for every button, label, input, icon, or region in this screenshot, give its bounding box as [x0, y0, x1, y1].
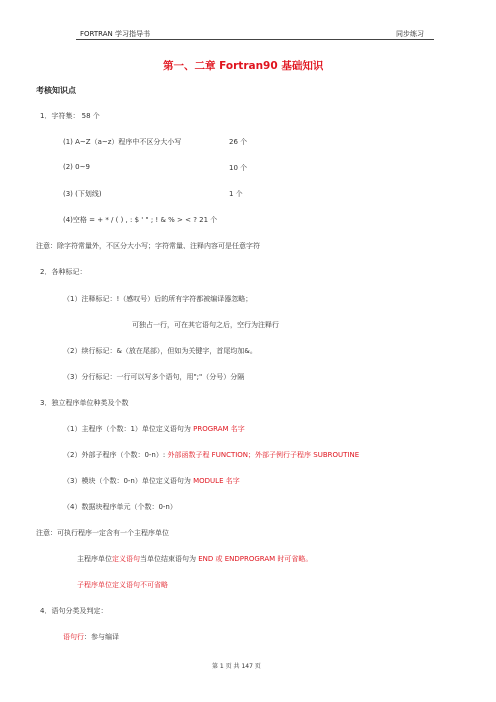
charset-row-1-count: 26 个	[229, 138, 248, 146]
unit-module-keyword: MODULE 名字	[193, 477, 240, 485]
charset-row-2-count: 10 个	[229, 164, 248, 172]
note-detail-d: END 或 ENDPROGRAM 时可省略。	[198, 555, 313, 563]
charset-row-1-label: (1) A~Z（a~z）程序中不区分大小写	[63, 138, 182, 146]
note-main-program: 注意：可执行程序一定含有一个主程序单位	[36, 529, 169, 537]
units-heading: 3．独立程序单位种类及个数	[40, 399, 129, 407]
statement-line-label: 语句行	[63, 633, 84, 641]
unit-main	[63, 424, 245, 434]
charset-specials: (4)空格 = + * / ( ) , : $ ' " ; ! & % > < ? 21 个	[63, 216, 218, 224]
note-case: 注意：除字符常量外，不区分大小写；字符常量、注释内容可是任意字符	[36, 242, 260, 250]
separator-marker: （3）分行标记：一行可以写多个语句，用";"（分号）分隔	[63, 373, 245, 381]
unit-module	[63, 476, 240, 486]
unit-external-word-2: 外部	[255, 451, 270, 459]
header-right: 同步练习	[396, 30, 424, 38]
comment-marker-cont: 可独占一行，可在其它语句之后，空行为注释行	[132, 321, 279, 329]
page-title: 第一、二章 Fortran90 基础知识	[163, 60, 324, 72]
comment-marker: （1）注释标记：!（感叹号）后的所有字符都被编译器忽略；	[63, 295, 253, 303]
header-divider	[76, 39, 434, 40]
note-subprogram: 子程序单位定义语句不可省略	[77, 581, 168, 589]
note-detail-b: 定义语句	[112, 555, 140, 563]
unit-external-function: 函数子程 FUNCTION；	[181, 451, 256, 459]
note-detail-a: 主程序单位	[77, 555, 112, 563]
unit-external	[63, 450, 359, 460]
note-main-program-detail	[77, 554, 312, 564]
statements-heading: 4．语句分类及判定：	[40, 607, 108, 615]
unit-block-data: （4）数据块程序单元（个数：0-n）	[63, 503, 177, 511]
statements-sub	[63, 632, 119, 642]
unit-external-word-1: 外部	[167, 451, 182, 459]
charset-row-2-label: (2) 0~9	[63, 163, 90, 171]
page-footer: 第 1 页 共 147 页	[212, 663, 261, 670]
section-heading: 考核知识点	[36, 86, 76, 95]
header-left: FORTRAN 学习指导书	[80, 30, 150, 38]
charset-heading: 1．字符集： 58 个	[40, 112, 100, 120]
charset-row-3-count: 1 个	[229, 190, 243, 198]
continue-marker: （2）续行标记：&（放在尾部），但如为关键字，首尾均加&。	[63, 347, 257, 355]
note-detail-c: 当单位结束语句为	[140, 555, 199, 563]
unit-module-text: （3）模块（个数：0-n）单位定义语句为	[63, 477, 194, 485]
unit-main-keyword: PROGRAM 名字	[193, 425, 245, 433]
statement-line-desc: ：参与编译	[84, 633, 119, 641]
markers-heading: 2．各种标记：	[40, 268, 87, 276]
charset-row-3-label: (3) (下划线)	[63, 190, 102, 198]
unit-external-prefix: （2）外部子程序（个数：0-n）:	[63, 451, 168, 459]
unit-main-text: （1）主程序（个数：1）单位定义语句为	[63, 425, 194, 433]
unit-external-subroutine: 子例行子程序 SUBROUTINE	[269, 451, 360, 459]
